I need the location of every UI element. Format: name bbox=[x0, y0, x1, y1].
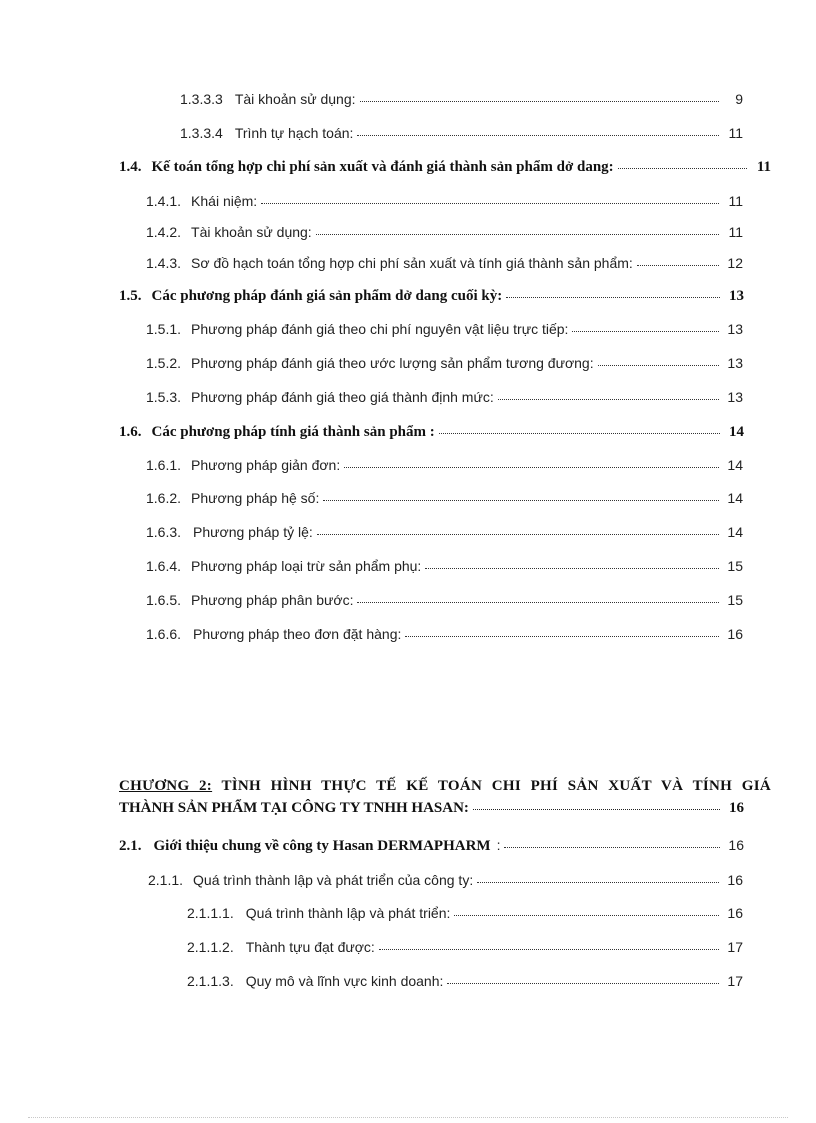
leader-dots bbox=[360, 87, 720, 102]
toc-entry-1-4-3[interactable] bbox=[146, 252, 743, 274]
toc-title: Khái niệm: bbox=[191, 193, 258, 209]
toc-page-number: 17 bbox=[727, 939, 743, 955]
toc-title: Trình tự hạch toán: bbox=[234, 125, 354, 141]
toc-page-number: 15 bbox=[727, 592, 743, 608]
toc-title: Các phương pháp tính giá thành sản phẩm : bbox=[151, 424, 435, 440]
toc-entry-2-1-1-2[interactable] bbox=[187, 936, 743, 958]
chapter-title-line-1: TÌNH HÌNH THỰC TẾ KẾ TOÁN CHI PHÍ SẢN XUẤT VÀ TÍNH GIÁ bbox=[221, 778, 771, 794]
toc-page-number: 13 bbox=[729, 288, 744, 304]
toc-entry-1-6-3[interactable] bbox=[146, 521, 743, 543]
toc-title: Phương pháp theo đơn đặt hàng: bbox=[193, 626, 402, 642]
toc-entry-1-6[interactable] bbox=[119, 421, 744, 443]
toc-chapter-2[interactable] bbox=[119, 776, 771, 819]
toc-title: Giới thiệu chung về công ty Hasan DERMAPHARM bbox=[153, 838, 491, 854]
toc-title: Phương pháp đánh giá theo ước lượng sản phẩm tương đương: bbox=[191, 355, 594, 371]
toc-title: Tài khoản sử dụng: bbox=[191, 224, 312, 240]
chapter-title-line-2: THÀNH SẢN PHẨM TẠI CÔNG TY TNHH HASAN: bbox=[119, 800, 469, 816]
leader-dots bbox=[473, 795, 720, 810]
toc-number: 1.6.4. bbox=[146, 558, 182, 574]
toc-number: 1.6.1. bbox=[146, 457, 182, 473]
toc-entry-1-4-2[interactable] bbox=[146, 221, 743, 243]
toc-title: Sơ đồ hạch toán tổng hợp chi phí sản xuất và tính giá thành sản phẩm: bbox=[191, 255, 633, 271]
toc-entry-2-1[interactable] bbox=[119, 834, 744, 856]
leader-dots bbox=[425, 554, 719, 569]
chapter-2-line-2 bbox=[119, 797, 744, 819]
toc-title: Phương pháp giản đơn: bbox=[191, 457, 341, 473]
leader-dots bbox=[572, 317, 719, 332]
toc-title: Kế toán tổng hợp chi phí sản xuất và đánh giá thành sản phẩm dở dang: bbox=[151, 159, 614, 175]
toc-number: 1.6.5. bbox=[146, 592, 182, 608]
toc-page-number: 16 bbox=[727, 872, 743, 888]
toc-number: 1.4.1. bbox=[146, 193, 182, 209]
toc-title: Phương pháp đánh giá theo chi phí nguyên vật liệu trực tiếp: bbox=[191, 321, 569, 337]
toc-page-number: 15 bbox=[727, 558, 743, 574]
toc-page-number: 14 bbox=[727, 490, 743, 506]
toc-number: 1.4.2. bbox=[146, 224, 182, 240]
toc-entry-1-5-3[interactable] bbox=[146, 386, 743, 408]
leader-dots bbox=[504, 833, 720, 848]
leader-dots bbox=[637, 251, 719, 266]
toc-entry-1-6-5[interactable] bbox=[146, 589, 743, 611]
toc-number: 1.6.2. bbox=[146, 490, 182, 506]
toc-entry-1-4-1[interactable] bbox=[146, 190, 743, 212]
toc-page-number: 14 bbox=[727, 457, 743, 473]
toc-entry-1-3-3-4[interactable] bbox=[180, 122, 743, 144]
leader-dots bbox=[357, 588, 719, 603]
leader-dots bbox=[498, 385, 719, 400]
toc-entry-2-1-1-1[interactable] bbox=[187, 902, 743, 924]
toc-number: 1.3.3.3 bbox=[180, 91, 223, 107]
toc-number: 1.5. bbox=[119, 288, 142, 304]
toc-number: 1.5.1. bbox=[146, 321, 182, 337]
leader-dots bbox=[316, 220, 719, 235]
toc-number: 1.4. bbox=[119, 159, 142, 175]
toc-entry-1-6-1[interactable] bbox=[146, 454, 743, 476]
toc-page-number: 9 bbox=[735, 91, 743, 107]
leader-dots bbox=[477, 868, 719, 883]
toc-entry-1-3-3-3[interactable] bbox=[180, 88, 743, 110]
toc-entry-1-5-1[interactable] bbox=[146, 318, 743, 340]
toc-title: Thành tựu đạt được: bbox=[245, 939, 375, 955]
toc-number: 2.1.1.3. bbox=[187, 973, 234, 989]
toc-entry-1-5[interactable] bbox=[119, 285, 744, 307]
toc-number: 2.1.1. bbox=[148, 872, 184, 888]
toc-title: Quá trình thành lập và phát triển của công ty: bbox=[193, 872, 474, 888]
leader-dots bbox=[447, 969, 719, 984]
toc-entry-2-1-1-3[interactable] bbox=[187, 970, 743, 992]
toc-page-number: 11 bbox=[728, 224, 743, 240]
toc-number: 2.1.1.1. bbox=[187, 905, 234, 921]
toc-number: 2.1.1.2. bbox=[187, 939, 234, 955]
leader-dots bbox=[379, 935, 719, 950]
leader-dots bbox=[323, 486, 719, 501]
toc-page-number: 13 bbox=[727, 321, 743, 337]
leader-dots bbox=[261, 189, 719, 204]
toc-title: Phương pháp loại trừ sản phẩm phụ: bbox=[191, 558, 422, 574]
toc-page-number: 14 bbox=[729, 424, 744, 440]
toc-title: Quy mô và lĩnh vực kinh doanh: bbox=[245, 973, 444, 989]
toc-number: 1.3.3.4 bbox=[180, 125, 223, 141]
toc-title: Các phương pháp đánh giá sản phẩm dở dang cuối kỳ: bbox=[151, 288, 503, 304]
toc-page-number: 13 bbox=[727, 389, 743, 405]
leader-dots bbox=[454, 901, 719, 916]
toc-title: Phương pháp phân bước: bbox=[191, 592, 354, 608]
toc-title: Tài khoản sử dụng: bbox=[234, 91, 356, 107]
toc-entry-1-6-6[interactable] bbox=[146, 623, 743, 645]
leader-dots bbox=[357, 121, 719, 136]
toc-title: Phương pháp tỷ lệ: bbox=[193, 524, 313, 540]
toc-number: 1.6.6. bbox=[146, 626, 182, 642]
toc-page-number: 11 bbox=[728, 125, 743, 141]
toc-title: Phương pháp đánh giá theo giá thành định mức: bbox=[191, 389, 494, 405]
leader-dots bbox=[618, 154, 747, 169]
toc-entry-1-5-2[interactable] bbox=[146, 352, 743, 374]
chapter-label: CHƯƠNG 2: bbox=[119, 778, 213, 794]
leader-dots bbox=[598, 351, 719, 366]
toc-page-number: 11 bbox=[728, 193, 743, 209]
footer-dotted-rule bbox=[28, 1117, 788, 1118]
toc-entry-1-6-4[interactable] bbox=[146, 555, 743, 577]
toc-page-number: 12 bbox=[727, 255, 743, 271]
leader-dots bbox=[405, 622, 719, 637]
toc-page-number: 16 bbox=[727, 905, 743, 921]
toc-page-number: 14 bbox=[727, 524, 743, 540]
toc-title: Phương pháp hệ số: bbox=[191, 490, 320, 506]
leader-dots bbox=[439, 419, 720, 434]
leader-dots bbox=[317, 520, 719, 535]
leader-dots bbox=[344, 453, 719, 468]
toc-entry-1-6-2[interactable] bbox=[146, 487, 743, 509]
toc-page-number: 16 bbox=[728, 837, 744, 853]
toc-page-number: 17 bbox=[727, 973, 743, 989]
toc-page-number: 16 bbox=[729, 800, 744, 816]
toc-entry-1-4[interactable] bbox=[119, 156, 771, 178]
toc-entry-2-1-1[interactable] bbox=[148, 869, 743, 891]
toc-number: 1.6.3. bbox=[146, 524, 182, 540]
toc-number: 1.6. bbox=[119, 424, 142, 440]
toc-title: Quá trình thành lập và phát triển: bbox=[245, 905, 451, 921]
toc-number: 1.5.2. bbox=[146, 355, 182, 371]
toc-page-number: 13 bbox=[727, 355, 743, 371]
toc-title-suffix: : bbox=[496, 837, 501, 853]
leader-dots bbox=[506, 283, 720, 298]
toc-page-number: 16 bbox=[727, 626, 743, 642]
toc-number: 1.4.3. bbox=[146, 255, 182, 271]
toc-page-number: 11 bbox=[756, 159, 771, 175]
chapter-2-line-1 bbox=[119, 776, 771, 797]
toc-number: 1.5.3. bbox=[146, 389, 182, 405]
toc-number: 2.1. bbox=[119, 838, 142, 854]
